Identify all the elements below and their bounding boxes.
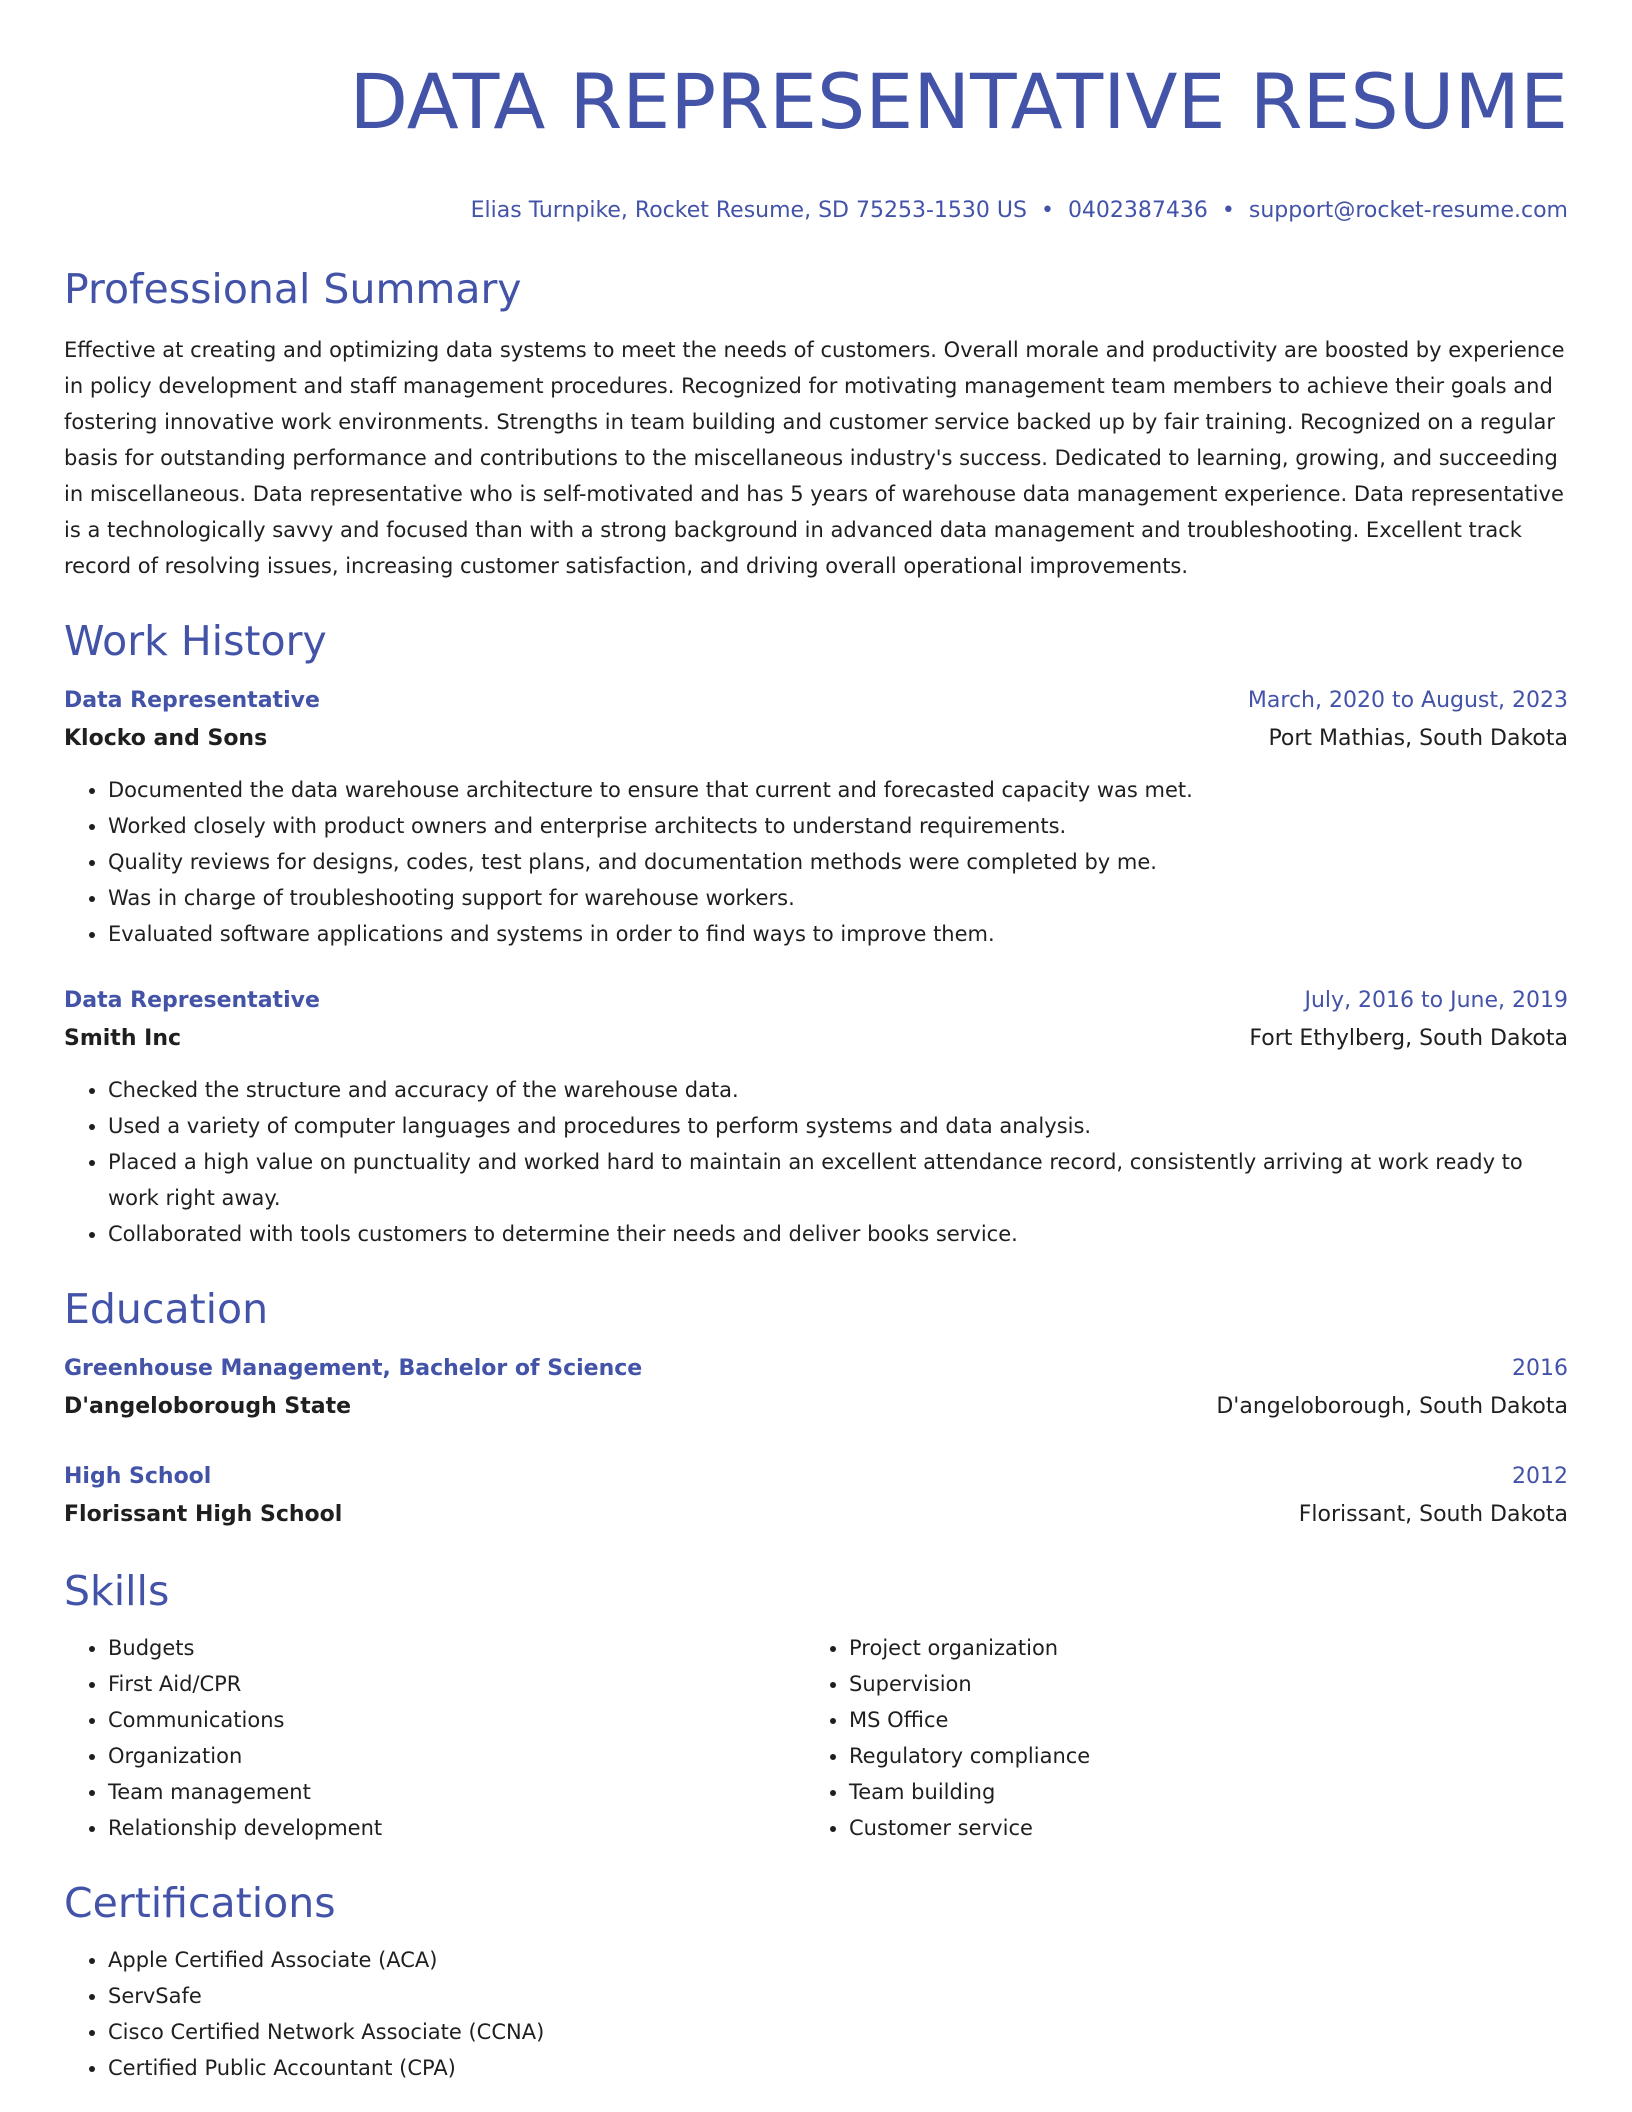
education-year: 2012 (1512, 1464, 1568, 1489)
job-bullet: • Collaborated with tools customers to determine their needs and deliver books service. (108, 1216, 1568, 1252)
job-dates: March, 2020 to August, 2023 (1247, 688, 1568, 713)
skills-list-right (805, 1630, 1546, 1846)
contact-separator: • (1040, 198, 1054, 223)
job-company: Smith Inc (64, 1026, 182, 1051)
skills-list-left (64, 1630, 805, 1846)
education-location: Florissant, South Dakota (1298, 1502, 1568, 1527)
contact-address: Elias Turnpike, Rocket Resume, SD 75253-1530 US (470, 198, 1027, 223)
contact-separator: • (1221, 198, 1235, 223)
education-header-row (64, 1350, 1568, 1388)
summary-text: Effective at creating and optimizing data systems to meet the needs of customers. Overall morale and productivity are boosted by experience in policy development and staff management procedures. Recognized for motivating management team members to achieve their goals and fostering innovative work environments. Strengths in team building and customer service backed up by fair training. Recognized on a regular basis for outstanding performance and contributions to the miscellaneous industry's success. Dedicated to learning, growing, and succeeding in miscellaneous. Data representative who is self-motivated and has 5 years of warehouse data management experience. Data representative is a technologically savvy and focused than with a strong background in advanced data management and troubleshooting. Excellent track record of resolving issues, increasing customer satisfaction, and driving overall operational improvements. (64, 338, 1565, 578)
job-bullet: • Checked the structure and accuracy of the warehouse data. (108, 1072, 1568, 1108)
education-entry (64, 1350, 1568, 1426)
job-location: Fort Ethylberg, South Dakota (1249, 1026, 1568, 1051)
skill-item: • MS Office (849, 1702, 1546, 1738)
job-bullets (64, 772, 1568, 952)
skill-item: • Budgets (108, 1630, 805, 1666)
education-entry (64, 1458, 1568, 1534)
job-bullet: • Was in charge of troubleshooting support for warehouse workers. (108, 880, 1568, 916)
job-bullets (64, 1072, 1568, 1252)
skills-grid (64, 1630, 1568, 1846)
job-dates: July, 2016 to June, 2019 (1304, 988, 1568, 1013)
job-header-row (64, 682, 1568, 720)
job-org-row (64, 1020, 1568, 1058)
job-location: Port Mathias, South Dakota (1268, 726, 1568, 751)
skill-item: • Communications (108, 1702, 805, 1738)
education-school: Florissant High School (64, 1502, 343, 1527)
education-degree: Greenhouse Management, Bachelor of Science (64, 1356, 643, 1381)
certification-item: • ServSafe (108, 1978, 1568, 2014)
education-degree: High School (64, 1464, 212, 1489)
job-bullet: • Documented the data warehouse architecture to ensure that current and forecasted capacity was met. (108, 772, 1568, 808)
job-bullet: • Used a variety of computer languages and procedures to perform systems and data analysis. (108, 1108, 1568, 1144)
skill-item: • First Aid/CPR (108, 1666, 805, 1702)
certification-item: • Certified Public Accountant (CPA) (108, 2050, 1568, 2086)
job-role: Data Representative (64, 688, 320, 713)
job-bullet: • Quality reviews for designs, codes, test plans, and documentation methods were completed by me. (108, 844, 1568, 880)
resume-title: DATA REPRESENTATIVE RESUME (349, 57, 1568, 146)
skill-item: • Team management (108, 1774, 805, 1810)
job-entry (64, 982, 1568, 1252)
skill-item: • Supervision (849, 1666, 1546, 1702)
skill-item: • Customer service (849, 1810, 1546, 1846)
job-bullet: • Placed a high value on punctuality and worked hard to maintain an excellent attendance record, consistently arriving at work ready to work right away. (108, 1144, 1568, 1216)
work-history-heading: Work History (64, 617, 327, 665)
job-company: Klocko and Sons (64, 726, 268, 751)
certifications-list (64, 1942, 1568, 2086)
summary-heading: Professional Summary (64, 265, 522, 313)
job-org-row (64, 720, 1568, 758)
education-year: 2016 (1512, 1356, 1568, 1381)
skill-item: • Regulatory compliance (849, 1738, 1546, 1774)
education-school: D'angeloborough State (64, 1394, 352, 1419)
skill-item: • Organization (108, 1738, 805, 1774)
skill-item: • Project organization (849, 1630, 1546, 1666)
job-bullet: • Worked closely with product owners and enterprise architects to understand requirements. (108, 808, 1568, 844)
contact-line (64, 196, 1568, 226)
contact-email: support@rocket-resume.com (1248, 198, 1568, 223)
certification-item: • Cisco Certified Network Associate (CCNA) (108, 2014, 1568, 2050)
skills-heading: Skills (64, 1567, 170, 1615)
certification-item: • Apple Certified Associate (ACA) (108, 1942, 1568, 1978)
certifications-heading: Certifications (64, 1879, 336, 1927)
contact-phone: 0402387436 (1067, 198, 1208, 223)
education-school-row (64, 1388, 1568, 1426)
skill-item: • Relationship development (108, 1810, 805, 1846)
education-school-row (64, 1496, 1568, 1534)
education-heading: Education (64, 1285, 269, 1333)
education-header-row (64, 1458, 1568, 1496)
job-role: Data Representative (64, 988, 320, 1013)
job-bullet: • Evaluated software applications and systems in order to find ways to improve them. (108, 916, 1568, 952)
education-location: D'angeloborough, South Dakota (1216, 1394, 1568, 1419)
skill-item: • Team building (849, 1774, 1546, 1810)
job-entry (64, 682, 1568, 952)
job-header-row (64, 982, 1568, 1020)
